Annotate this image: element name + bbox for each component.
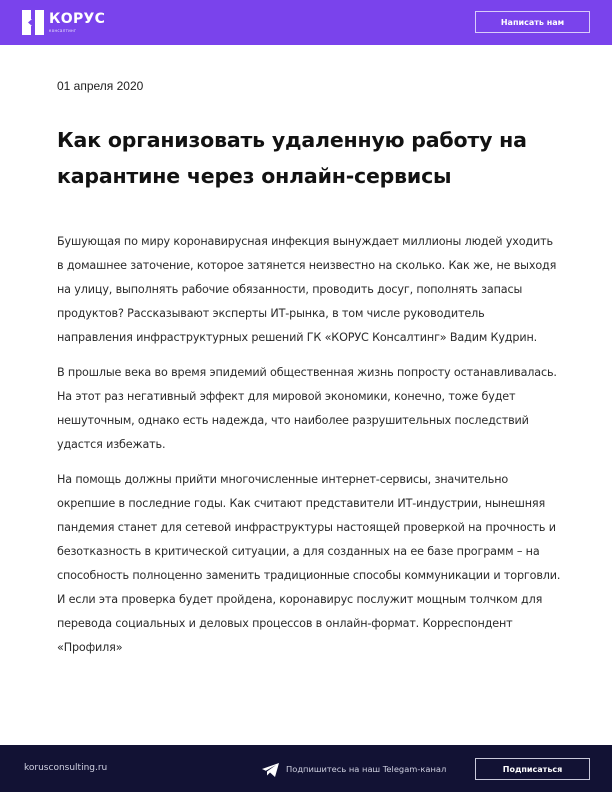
- telegram-icon: [262, 762, 279, 776]
- article-body: [57, 230, 562, 671]
- write-us-button[interactable]: Написать нам: [475, 11, 590, 33]
- korus-logo-icon: [22, 10, 44, 35]
- article-paragraph: На помощь должны прийти многочисленные интернет-сервисы, значительно окрепшие в последние годы. Как считают представители ИТ-индустрии, нынешняя пандемия станет для сетевой инфраструктуры настоящей проверкой на прочность и безотказность в критической ситуации, а для созданных на ее базе программ – на способность полноценно заменить традиционные способы коммуникации и торговли. И если эта проверка будет пройдена, коронавирус послужит мощным толчком для перевода социальных и деловых процессов в онлайн-формат. Корреспондент «Профиля»: [57, 473, 561, 654]
- subscribe-button[interactable]: Подписаться: [475, 758, 590, 780]
- article-paragraph: В прошлые века во время эпидемий общественная жизнь попросту останавливалась. На этот раз негативный эффект для мировой экономики, конечно, тоже будет нешуточным, однако есть надежда, что наиболее разрушительных последствий удастся избежать.: [57, 366, 557, 451]
- article-title: Как организовать удаленную работу на карантине через онлайн-сервисы: [57, 128, 527, 188]
- telegram-subscribe-text: Подпишитесь на наш Telegam-канал: [286, 764, 447, 774]
- logo-subtitle: консалтинг: [49, 28, 77, 33]
- article-paragraph: Бушующая по миру коронавирусная инфекция вынуждает миллионы людей уходить в домашнее заточение, которое затянется неизвестно на сколько. Как же, не выходя на улицу, выполнять рабочие обязанности, проводить досуг, пополнять запасы продуктов? Рассказывают эксперты ИТ-рынка, в том числе руководитель направления инфраструктурных решений ГК «КОРУС Консалтинг» Вадим Кудрин.: [57, 235, 557, 344]
- logo-name: КОРУС: [49, 11, 106, 27]
- korus-logo[interactable]: [22, 10, 105, 35]
- footer: [0, 745, 612, 792]
- site-link[interactable]: korusconsulting.ru: [24, 763, 108, 773]
- article-date: 01 апреля 2020: [57, 79, 144, 93]
- top-header: [0, 0, 612, 45]
